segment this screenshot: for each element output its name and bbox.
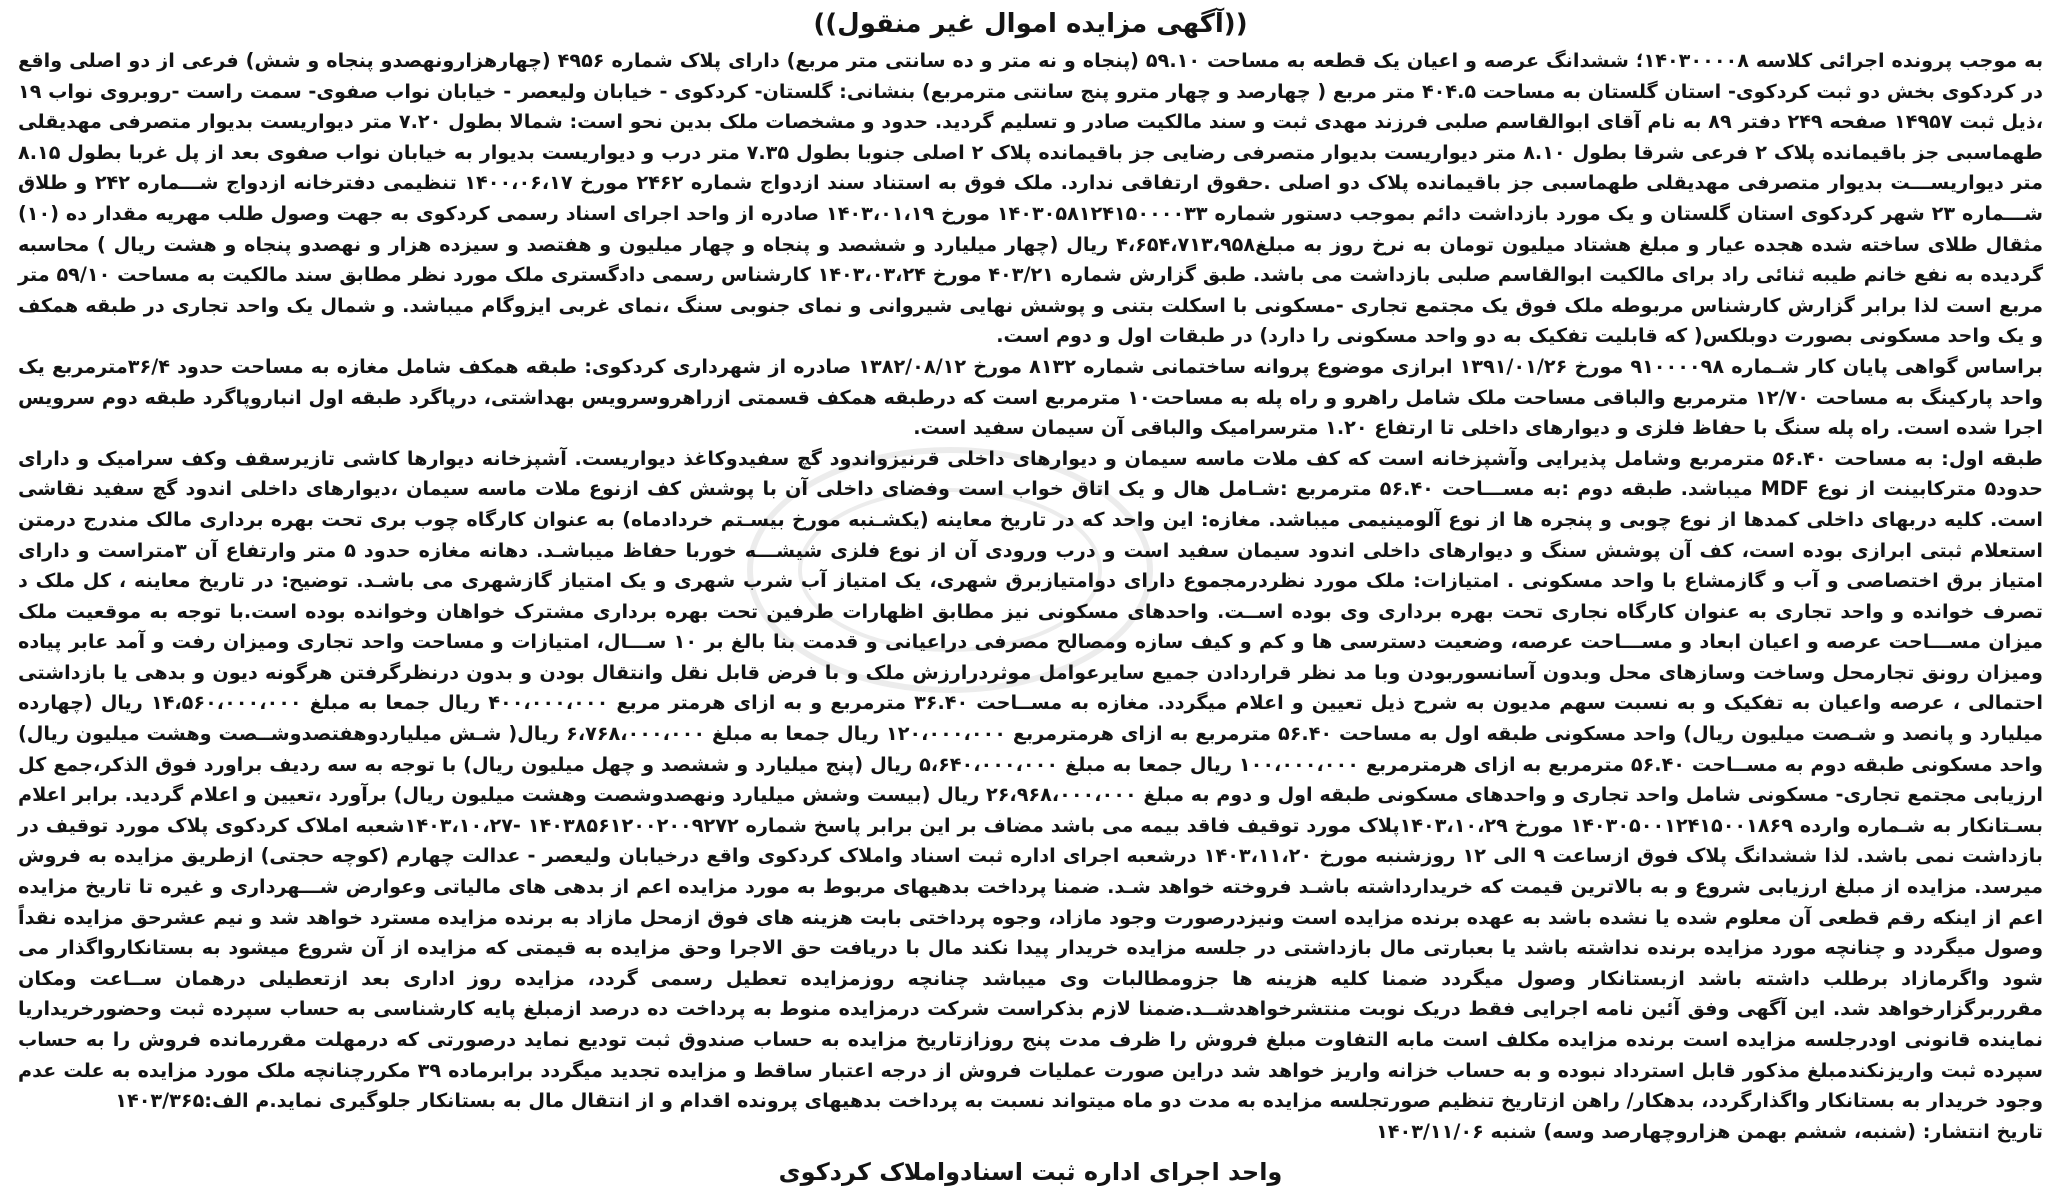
notice-body — [18, 46, 2043, 1117]
notice-paragraph-details-terms: طبقه اول: به مساحت ۵۶.۴۰ مترمربع وشامل پذیرایی وآشپزخانه است که کف ملات ماسه سیمان و دیوارهای داخلی قرنیزواندود گچ سفیدوکاغذ دیواریست. آشپزخانه دیوارها کاشی تازیرسقف وکف سرامیک و دارای حدود۵ مترکابینت از نوع MDF میباشد. طبقه دوم :به مســـاحت ۵۶.۴۰ مترمربع :شـامل هال و یک اتاق خواب است وفضای داخلی آن با پوشش کف ازنوع ملات ماسه سیمان ،دیوارهای داخلی اندود گچ سفید نقاشی است. کلیه دربهای داخلی کمدها از نوع چوبی و پنجره ها از نوع آلومینیمی میباشد. مغازه: این واحد که در تاریخ معاینه (یکشـنبه مورخ بیسـتم خردادماه) به عنوان کارگاه چوب بری تحت بهره برداری مالک مندرج درمتن استعلام ثبتی ابرازی بوده است، کف آن پوشش سنگ و دیوارهای داخلی اندود سیمان سفید است و درب ورودی آن از نوع فلزی شیشـــه خوربا حفاظ میباشـد. دهانه مغازه حدود ۵ متر وارتفاع آن ۳متراست و دارای امتیاز برق اختصاصی و آب و گازمشاع با واحد مسکونی . امتیازات: ملک مورد نظردرمجموع دارای دوامتیازبرق شهری، یک امتیاز آب شرب شهری و یک امتیاز گازشهری می باشـد. توضیح: در تاریخ معاینه ، کل ملک د تصرف خوانده و واحد تجاری به عنوان کارگاه نجاری تحت بهره برداری وی بوده اســت. واحدهای مسکونی نیز مطابق اظهارات طرفین تحت بهره برداری مشترک خواهان وخوانده بوده است.با توجه به موقعیت ملک میزان مســـاحت عرصه و اعیان ابعاد و مســـاحت عرصه، وضعیت دسترسی ها و کم و کیف سازه ومصالح مصرفی دراعیانی و قدمت بنا بالغ بر ۱۰ ســـال، امتیازات و مساحت واحد تجاری ومیزان رفت و آمد عابر پیاده ومیزان رونق تجارمحل وساخت وسازهای محل وبدون آسانسوربودن وبا مد نظر قراردادن جمیع سایرعوامل موثردرارزش ملک و با فرض قابل نقل وانتقال بودن و بدون درنظرگرفتن هرگونه دیون و بدهی یا بازداشتی احتمالی ، عرصه واعیان به تفکیک و به نسبت سهم مدیون به شرح ذیل تعیین و اعلام میگردد. مغازه به مســاحت ۳۶.۴۰ مترمربع و به ازای هرمتر مربع ۴۰۰،۰۰۰،۰۰۰ ریال جمعا به مبلغ ۱۴،۵۶۰،۰۰۰،۰۰۰ ریال (چهارده میلیارد و پانصد و شـصت میلیون ریال) واحد مسکونی طبقه اول به مساحت ۵۶.۴۰ مترمربع به ازای هرمترمربع ۱۲۰،۰۰۰،۰۰۰ ریال جمعا به مبلغ ۶،۷۶۸،۰۰۰،۰۰۰ ریال( شـش میلیاردوهفتصدوشــصت وهشت میلیون ریال) واحد مسکونی طبقه دوم به مســاحت ۵۶.۴۰ مترمربع به ازای هرمترمربع ۱۰۰،۰۰۰،۰۰۰ ریال جمعا به مبلغ ۵،۶۴۰،۰۰۰،۰۰۰ ریال (پنج میلیارد و ششصد و چهل میلیون ریال) با توجه به سه ردیف براورد فوق الذکر،جمع کل ارزیابی مجتمع تجاری- مسکونی شامل واحد تجاری و واحدهای مسکونی طبقه اول و دوم به مبلغ ۲۶،۹۶۸،۰۰۰،۰۰۰ ریال (بیست وشش میلیارد ونهصدوشصت وهشت میلیون ریال) برآورد ،تعیین و اعلام گردید. برابر اعلام بسـتانکار به شـماره وارده ۱۴۰۳۰۵۰۰۱۲۴۱۵۰۰۱۸۶۹ مورخ ۱۴۰۳،۱۰،۲۹پلاک مورد توقیف فاقد بیمه می باشد مضاف بر این برابر پاسخ شماره ۱۴۰۳۸۵۶۱۲۰۰۲۰۰۹۲۷۲ -۱۴۰۳،۱۰،۲۷شعبه املاک کردکوی پلاک مورد توقیف در بازداشت نمی باشد. لذا ششدانگ پلاک فوق ازساعت ۹ الی ۱۲ روزشنبه مورخ ۱۴۰۳،۱۱،۲۰ درشعبه اجرای اداره ثبت اسناد واملاک کردکوی واقع درخیابان ولیعصر - عدالت چهارم (کوچه حجتی) ازطریق مزایده به فروش میرسد. مزایده از مبلغ ارزیابی شروع و به بالاترین قیمت که خریدارداشته باشـد فروخته خواهد شـد. ضمنا پرداخت بدهیهای مربوط به مورد مزایده اعم از بدهی های مالیاتی وعوارض شـــهرداری و غیره تا تاریخ مزایده اعم از اینکه رقم قطعی آن معلوم شده یا نشده باشد به عهده برنده مزایده است ونیزدرصورت وجود مازاد، وجوه پرداختی بابت هزینه های فوق ازمحل مازاد به برنده مزایده مسترد خواهد شد و نیم عشرحق مزایده نقداً وصول میگردد و چنانچه مورد مزایده برنده نداشته باشد یا بعبارتی مال بازداشتی در جلسه مزایده خریدار پیدا نکند مال با دریافت حق الاجرا وحق مزایده به قیمتی که مزایده از آن شروع میشود به بستانکارواگذار می شود واگرمازاد برطلب داشته باشد ازبستانکار وصول میگردد ضمنا کلیه هزینه ها جزومطالبات وی میباشد چنانچه روزمزایده تعطیل رسمی گردد، مزایده روز اداری بعد ازتعطیلی درهمان ســاعت ومکان مقرربرگزارخواهد شد. این آگهی وفق آئین نامه اجرایی فقط دریک نوبت منتشرخواهدشــد.ضمنا لازم بذکراست شرکت درمزایده منوط به پرداخت ده درصد ازمبلغ پایه کارشناسی به حساب سپرده ثبت وحضورخریداریا نماینده قانونی اودرجلسه مزایده است برنده مزایده مکلف است مابه التفاوت مبلغ فروش را ظرف مدت پنج روزازتاریخ مزایده به حساب صندوق ثبت تودیع نماید درصورتی که درمهلت مقررمانده فروش را به حساب سپرده ثبت واریزنکندمبلغ مذکور قابل استرداد نبوده و به حساب خزانه واریز خواهد شد دراین صورت عملیات فروش از درجه اعتبار ساقط و مزایده تجدید میگردد برابرماده ۳۹ مکررچنانچه ملک مورد مزایده به علت عدم وجود خریدار به بستانکار واگذارگردد، بدهکار/ راهن ازتاریخ تنظیم صورتجلسه مزایده به مدت دو ماه میتواند نسبت به پرداخت بدهیهای پرونده اقدام و از انتقال مال به بستانکار جلوگیری نماید.م الف:۱۴۰۳/۳۶۵ — [18, 446, 2044, 1113]
issuer-footer: واحد اجرای اداره ثبت اسنادواملاک کردکوی — [778, 1158, 1283, 1187]
auction-notice — [18, 6, 2043, 1194]
notice-paragraph-property: به موجب پرونده اجرائی کلاسه ۱۴۰۳۰۰۰۰۸؛ ششدانگ عرصه و اعیان یک قطعه به مساحت ۵۹.۱۰ (پنجاه و نه متر و ده سانتی متر مربع) دارای پلاک شماره ۴۹۵۶ (چهارهزارونهصدو پنجاه و شش) فرعی از دو اصلی واقع در کردکوی بخش دو ثبت کردکوی- استان گلستان به مساحت ۴۰۴.۵ متر مربع ( چهارصد و چهار مترو پنج سانتی مترمربع) بنشانی: گلستان- کردکوی - خیابان ولیعصر - خیابان نواب صفوی- سمت راست -روبروی نواب ۱۹ ،ذیل ثبت ۱۴۹۵۷ صفحه ۲۴۹ دفتر ۸۹ به نام آقای ابوالقاسم صلبی فرزند مهدی ثبت و سند مالکیت صادر و تسلیم گردید. حدود و مشخصات ملک بدین نحو است: شمالا بطول ۷.۲۰ متر دیواریست بدیوار متصرفی مهدیقلی طهماسبی جز باقیمانده پلاک ۲ فرعی شرقا بطول ۸.۱۰ متر دیواریست بدیوار متصرفی رضایی جز باقیمانده پلاک ۲ اصلی جنوبا بطول ۷.۳۵ متر درب و دیواریست بدیوار به خیابان نواب صفوی بعد از پل غربا بطول ۸.۱۵ متر دیواریســـت بدیوار متصرفی مهدیقلی طهماسبی جز باقیمانده پلاک دو اصلی .حقوق ارتفاقی ندارد. ملک فوق به استناد سند ازدواج شماره ۲۴۶۲ مورخ ۱۴۰۰،۰۶،۱۷ تنظیمی دفترخانه ازدواج شـــماره ۲۴۲ و طلاق شـــماره ۲۳ شهر کردکوی استان گلستان و یک مورد بازداشت دائم بموجب دستور شماره ۱۴۰۳۰۵۸۱۲۴۱۵۰۰۰۰۳۳ مورخ ۱۴۰۳،۰۱،۱۹ صادره از واحد اجرای اسناد رسمی کردکوی به جهت وصول طلب مهریه مقدار ده (۱۰) مثقال طلای ساخته شده هجده عیار و مبلغ هشتاد میلیون تومان به نرخ روز به مبلغ۴،۶۵۴،۷۱۳،۹۵۸ ریال (چهار میلیارد و ششصد و پنجاه و چهار میلیون و هفتصد و سیزده هزار و نهصدو پنجاه و هشت ریال ) محاسبه گردیده به نفع خانم طیبه ثنائی راد برای مالکیت ابوالقاسم صلبی بازداشت می باشد. طبق گزارش شماره ۴۰۳/۲۱ مورخ ۱۴۰۳،۰۳،۲۴ کارشناس رسمی دادگستری ملک مورد نظر مطابق سند مالکیت به مساحت ۵۹/۱۰ متر مربع است لذا برابر گزارش کارشناس مربوطه ملک فوق یک مجتمع تجاری -مسکونی با اسکلت بتنی و پوشش نهایی شیروانی و نمای جنوبی سنگ ،نمای غربی ایزوگام میباشد. و شمال یک واحد تجاری در طبقه همکف و یک واحد مسکونی بصورت دوبلکس( که قابلیت تفکیک به دو واحد مسکونی را دارد) در طبقات اول و دوم است. — [18, 49, 2044, 348]
notice-title: ((آگهی مزایده اموال غیر منقول)) — [813, 9, 1248, 39]
publish-date: تاریخ انتشار: (شنبه، ششم بهمن هزاروچهارصد وسه) شنبه ۱۴۰۳/۱۱/۰۶ — [1376, 1119, 2043, 1143]
notice-paragraph-certificate: براساس گواهی پایان کار شـماره ۹۱۰۰۰۰۹۸ مورخ ۱۳۹۱/۰۱/۲۶ ابرازی موضوع پروانه ساختمانی شماره ۸۱۳۲ مورخ ۱۳۸۲/۰۸/۱۲ صادره از شهرداری کردکوی: طبقه همکف شامل مغازه به مساحت حدود ۳۶/۴مترمربع یک واحد پارکینگ به مساحت ۱۲/۷۰ مترمربع والباقی مساحت ملک شامل راهرو و راه پله به مساحت۱۰ مترمربع است که درطبقه همکف قسمتی ازراهروسرویس بهداشتی، درپاگرد طبقه اول انباروپاگرد طبقه دوم سرویس اجرا شده است. راه پله سنگ با حفاظ فلزی و دیوارهای داخلی تا ارتفاع ۱.۲۰ مترسرامیک والباقی آن سیمان سفید است. — [18, 354, 2044, 440]
